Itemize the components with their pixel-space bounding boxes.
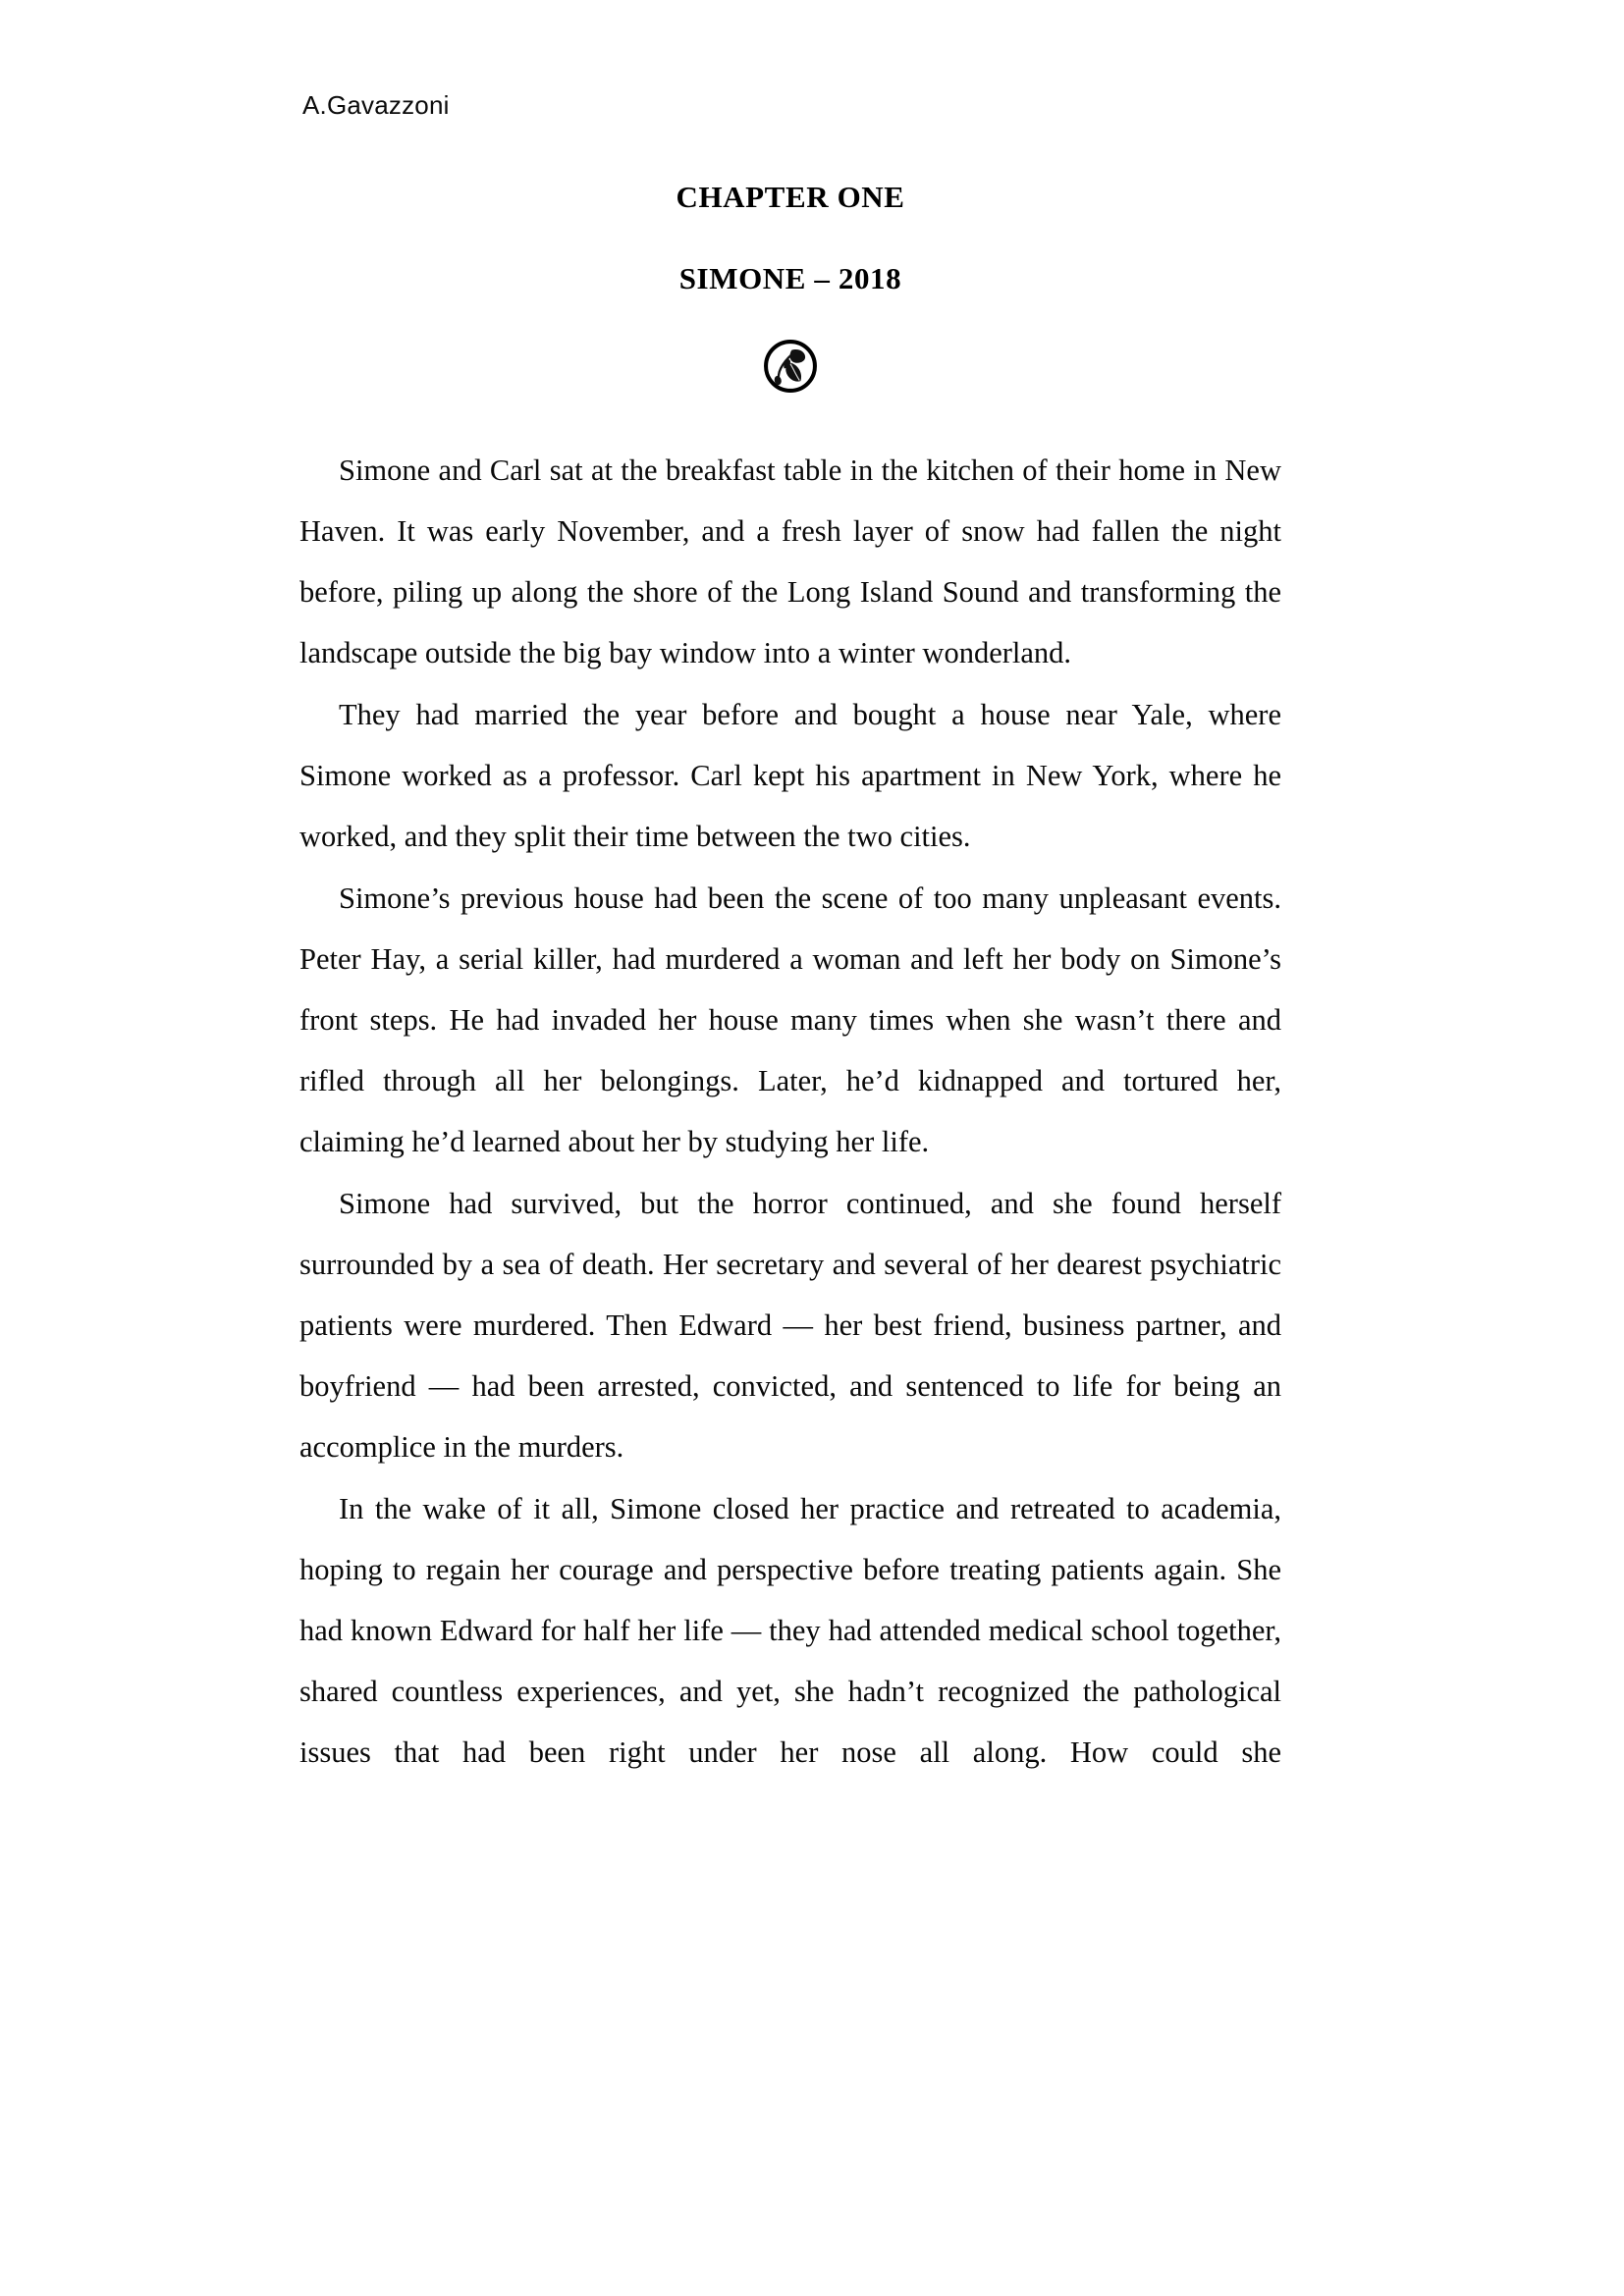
ornament-container: [299, 338, 1281, 395]
paragraph: They had married the year before and bought a house near Yale, where Simone worked as a professor. Carl kept his apartment in New York, where he worked, and they split their time between the two cities.: [299, 698, 1281, 854]
page-content: [299, 157, 1281, 1843]
flower-emblem-icon: [762, 338, 819, 395]
paragraph: Simone and Carl sat at the breakfast table in the kitchen of their home in New Haven. It was early November, and a fresh layer of snow had fallen the night before, piling up along the shore of the Long Island Sound and transforming the landscape outside the big bay window into a winter wonderland.: [299, 454, 1281, 670]
paragraph: Simone had survived, but the horror continued, and she found herself surrounded by a sea of death. Her secretary and several of her dearest psychiatric patients were murdered. Then Edward — her best friend, business partner, and boyfriend — had been arrested, convicted, and sentenced to life for being an accomplice in the murders.: [299, 1187, 1281, 1465]
running-head-author: A.Gavazzoni: [302, 90, 450, 120]
paragraph: Simone’s previous house had been the scene of too many unpleasant events. Peter Hay, a serial killer, had murdered a woman and left her body on Simone’s front steps. He had invaded her house many times when she wasn’t there and rifled through all her belongings. Later, he’d kidnapped and tortured her, claiming he’d learned about her by studying her life.: [299, 881, 1281, 1159]
chapter-title: CHAPTER ONE: [676, 180, 905, 214]
body-text: [299, 440, 1281, 1843]
paragraph: In the wake of it all, Simone closed her practice and retreated to academia, hoping to regain her courage and perspective before treating patients again. She had known Edward for half her life — they had attended medical school together, shared countless experiences, and yet, she hadn’t recognized the pathological issues that had been right under her nose all along. How could she: [299, 1492, 1281, 1770]
chapter-subtitle: SIMONE – 2018: [678, 261, 902, 296]
